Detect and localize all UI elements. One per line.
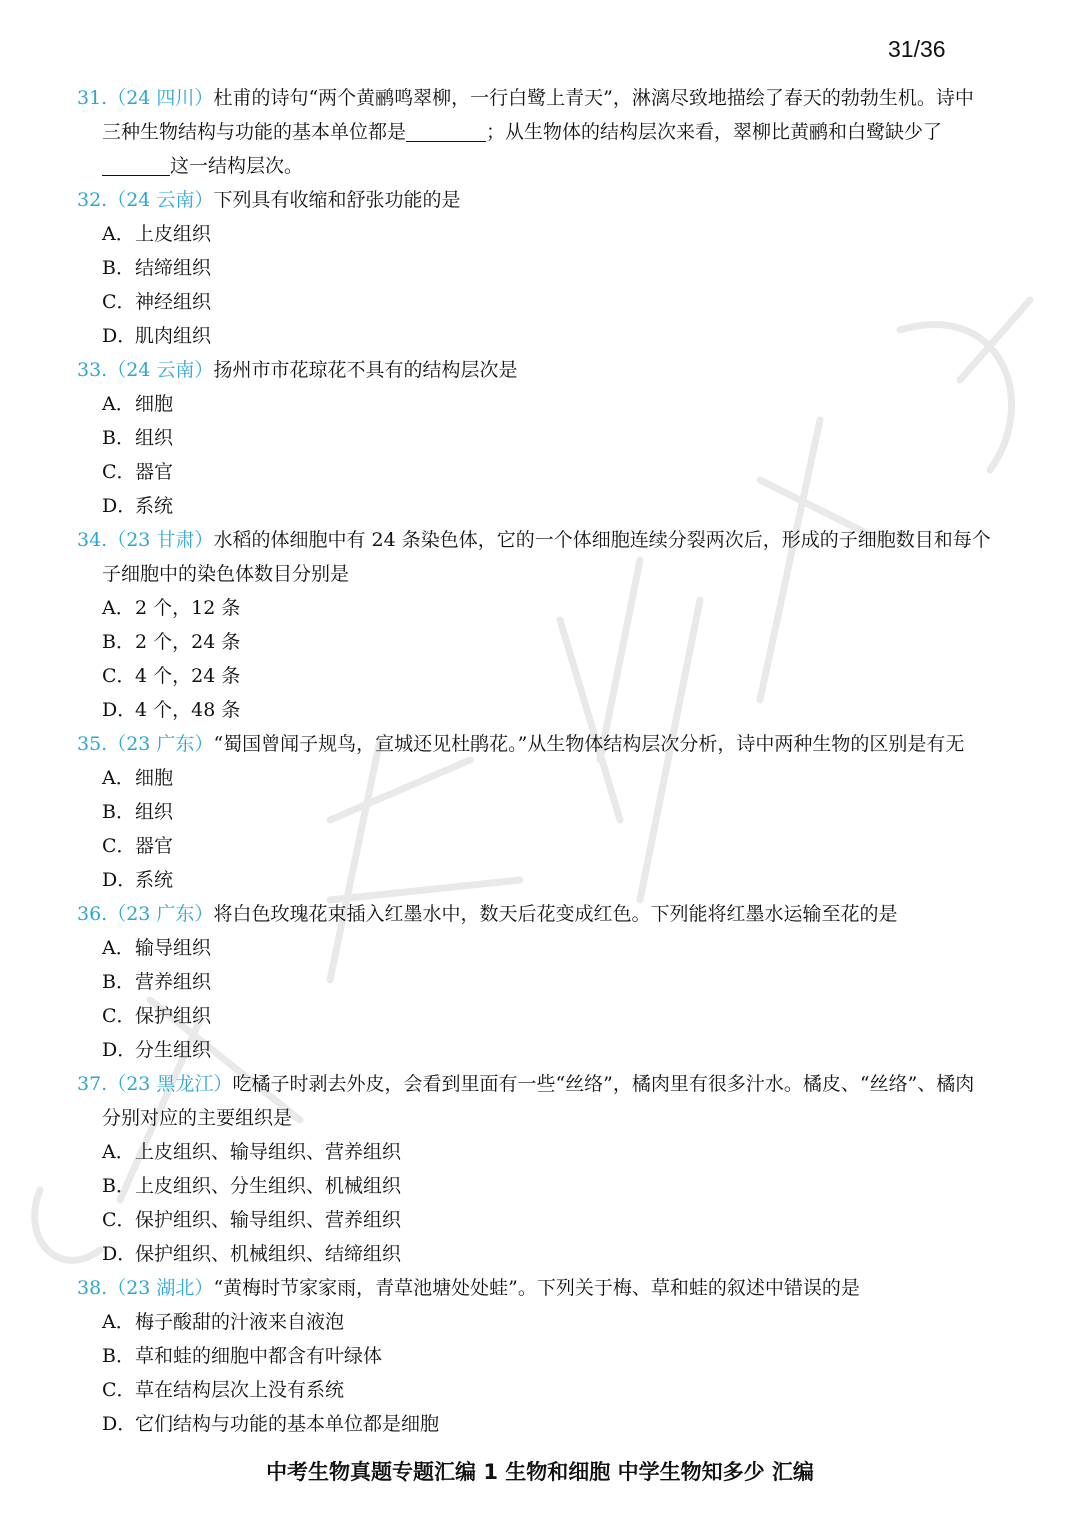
option	[77, 1169, 1007, 1203]
option	[77, 1339, 1007, 1373]
option-text: 神经组织	[135, 291, 212, 313]
option	[77, 829, 1007, 863]
option-letter: B．	[102, 801, 135, 823]
question-text: “蜀国曾闻子规鸟，宣城还见杜鹃花。”从生物体结构层次分析，诗中两种生物的区别是有无	[213, 733, 965, 755]
option	[77, 1033, 1007, 1067]
option-letter: A．	[102, 937, 135, 959]
option	[77, 965, 1007, 999]
option-letter: A．	[102, 393, 135, 415]
option-text: 保护组织、输导组织、营养组织	[135, 1209, 402, 1231]
option	[77, 863, 1007, 897]
option-text: 它们结构与功能的基本单位都是细胞	[135, 1413, 440, 1435]
option-letter: D．	[102, 1413, 137, 1435]
question-text: 下列具有收缩和舒张功能的是	[213, 189, 461, 211]
question-number: 37.	[77, 1073, 108, 1095]
question-text: 分别对应的主要组织是	[102, 1107, 293, 1129]
option-text: 系统	[135, 495, 174, 517]
question-32	[77, 183, 1007, 353]
option-letter: D．	[102, 699, 137, 721]
option-text: 梅子酸甜的汁液来自液泡	[135, 1311, 345, 1333]
question-text: 将白色玫瑰花束插入红墨水中，数天后花变成红色。下列能将红墨水运输至花的是	[213, 903, 898, 925]
option-letter: D．	[102, 1039, 137, 1061]
question-source: （23 湖北）	[107, 1277, 214, 1299]
option-letter: C．	[102, 291, 136, 313]
option-text: 输导组织	[135, 937, 212, 959]
option	[77, 795, 1007, 829]
option-letter: D．	[102, 325, 137, 347]
question-source: （23 黑龙江）	[107, 1073, 233, 1095]
question-number: 35.	[77, 733, 108, 755]
option-letter: C．	[102, 1209, 136, 1231]
question-text: “黄梅时节家家雨，青草池塘处处蛙”。下列关于梅、草和蛙的叙述中错误的是	[213, 1277, 860, 1299]
question-36	[77, 897, 1007, 1067]
question-list	[77, 81, 1007, 1441]
question-source: （24 云南）	[107, 189, 214, 211]
question-text: 扬州市市花琼花不具有的结构层次是	[213, 359, 518, 381]
option-letter: D．	[102, 1243, 137, 1265]
option-text: 细胞	[135, 393, 174, 415]
option	[77, 931, 1007, 965]
option-letter: B．	[102, 427, 135, 449]
option-letter: A．	[102, 767, 135, 789]
option	[77, 693, 1007, 727]
question-text: 这一结构层次。	[170, 155, 304, 177]
question-text: 杜甫的诗句“两个黄鹂鸣翠柳，一行白鹭上青天”，淋漓尽致地描绘了春天的勃勃生机。诗中	[213, 87, 974, 109]
option	[77, 1305, 1007, 1339]
option-letter: A．	[102, 1141, 135, 1163]
option-letter: C．	[102, 1379, 136, 1401]
option-text: 4 个，48 条	[135, 699, 241, 721]
option-text: 分生组织	[135, 1039, 212, 1061]
option-letter: B．	[102, 631, 135, 653]
option	[77, 217, 1007, 251]
option-text: 上皮组织、分生组织、机械组织	[135, 1175, 402, 1197]
option	[77, 999, 1007, 1033]
option-letter: C．	[102, 1005, 136, 1027]
option	[77, 659, 1007, 693]
option	[77, 1135, 1007, 1169]
option-text: 保护组织	[135, 1005, 212, 1027]
option-text: 肌肉组织	[135, 325, 212, 347]
option	[77, 387, 1007, 421]
question-text: 水稻的体细胞中有 24 条染色体，它的一个体细胞连续分裂两次后，形成的子细胞数目和每个	[213, 529, 991, 551]
option	[77, 455, 1007, 489]
question-33	[77, 353, 1007, 523]
question-text: 子细胞中的染色体数目分别是	[102, 563, 350, 585]
question-number: 33.	[77, 359, 108, 381]
question-37	[77, 1067, 1007, 1271]
option-text: 系统	[135, 869, 174, 891]
option-letter: C．	[102, 665, 136, 687]
question-number: 32.	[77, 189, 108, 211]
page-footer: 中考生物真题专题汇编 1 生物和细胞 中学生物知多少 汇编	[266, 1460, 814, 1484]
option	[77, 1373, 1007, 1407]
option-letter: A．	[102, 597, 135, 619]
option-letter: B．	[102, 1345, 135, 1367]
question-text: 三种生物结构与功能的基本单位都是	[102, 121, 407, 143]
option-text: 营养组织	[135, 971, 212, 993]
answer-blank	[406, 119, 486, 142]
option-text: 组织	[135, 801, 174, 823]
option-text: 器官	[135, 835, 174, 857]
page-number: 31/36	[888, 36, 946, 62]
option-letter: B．	[102, 971, 135, 993]
option	[77, 761, 1007, 795]
option-text: 草在结构层次上没有系统	[135, 1379, 345, 1401]
option-text: 上皮组织、输导组织、营养组织	[135, 1141, 402, 1163]
option-text: 组织	[135, 427, 174, 449]
option-letter: D．	[102, 869, 137, 891]
question-source: （23 广东）	[107, 903, 214, 925]
option-letter: D．	[102, 495, 137, 517]
option-text: 结缔组织	[135, 257, 212, 279]
question-text: ；从生物体的结构层次来看，翠柳比黄鹂和白鹭缺少了	[486, 121, 943, 143]
question-34	[77, 523, 1007, 727]
option	[77, 625, 1007, 659]
option	[77, 591, 1007, 625]
option-text: 细胞	[135, 767, 174, 789]
question-31	[77, 81, 1007, 183]
option-text: 上皮组织	[135, 223, 212, 245]
option-text: 2 个，12 条	[135, 597, 241, 619]
option-letter: C．	[102, 835, 136, 857]
answer-blank	[102, 153, 170, 176]
option	[77, 319, 1007, 353]
question-number: 31.	[77, 87, 108, 109]
option	[77, 489, 1007, 523]
option-letter: C．	[102, 461, 136, 483]
option-letter: A．	[102, 223, 135, 245]
question-source: （23 广东）	[107, 733, 214, 755]
option-text: 草和蛙的细胞中都含有叶绿体	[135, 1345, 383, 1367]
question-38	[77, 1271, 1007, 1441]
option-letter: A．	[102, 1311, 135, 1333]
option	[77, 421, 1007, 455]
option-text: 4 个，24 条	[135, 665, 241, 687]
option-letter: B．	[102, 1175, 135, 1197]
question-source: （24 四川）	[107, 87, 214, 109]
question-source: （24 云南）	[107, 359, 214, 381]
question-number: 38.	[77, 1277, 108, 1299]
question-text: 吃橘子时剥去外皮，会看到里面有一些“丝络”，橘肉里有很多汁水。橘皮、“丝络”、橘肉	[232, 1073, 975, 1095]
option	[77, 1407, 1007, 1441]
option	[77, 285, 1007, 319]
option	[77, 251, 1007, 285]
option-text: 2 个，24 条	[135, 631, 241, 653]
question-number: 34.	[77, 529, 108, 551]
option-letter: B．	[102, 257, 135, 279]
question-source: （23 甘肃）	[107, 529, 214, 551]
question-number: 36.	[77, 903, 108, 925]
option	[77, 1203, 1007, 1237]
option	[77, 1237, 1007, 1271]
option-text: 器官	[135, 461, 174, 483]
question-35	[77, 727, 1007, 897]
option-text: 保护组织、机械组织、结缔组织	[135, 1243, 402, 1265]
